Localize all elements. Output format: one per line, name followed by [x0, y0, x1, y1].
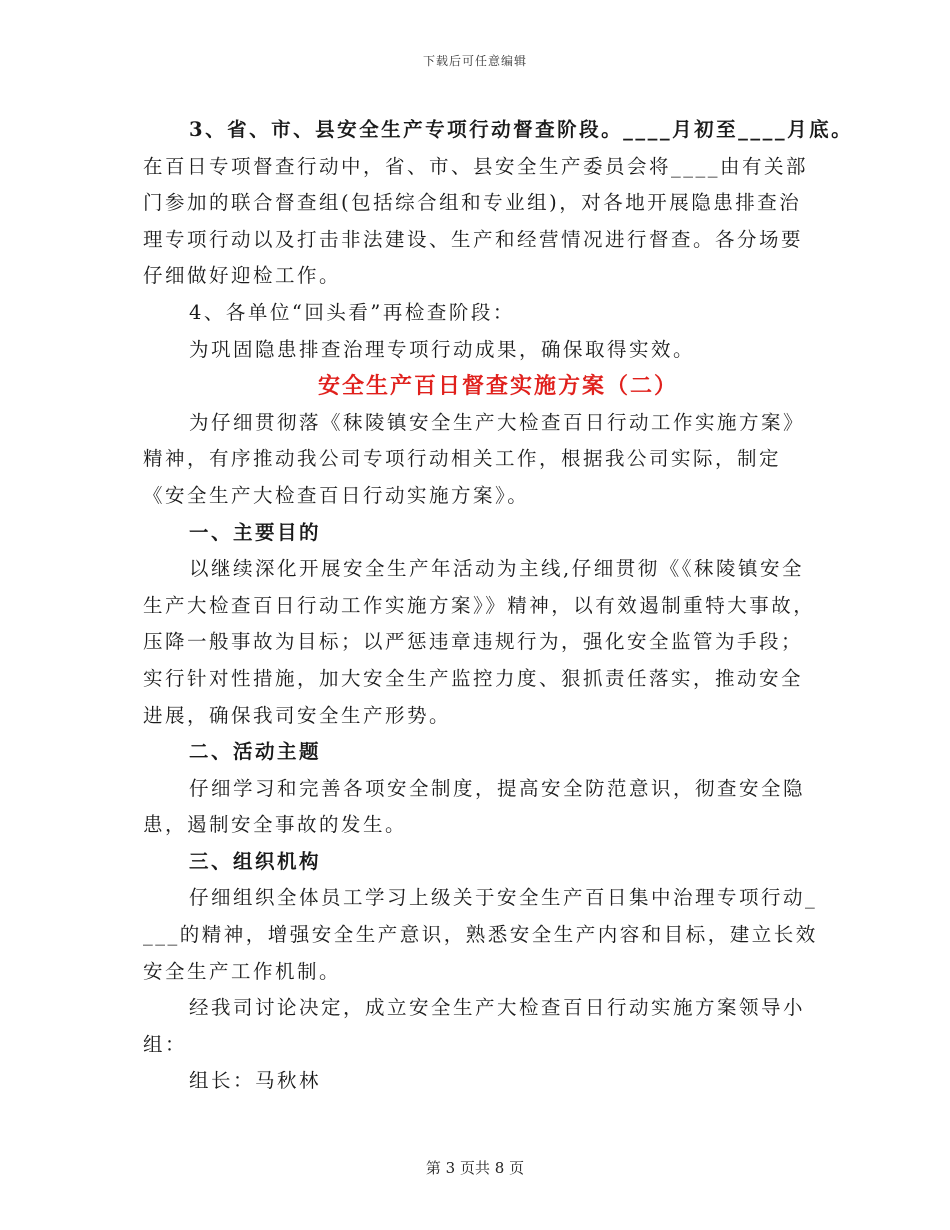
paragraph-line: 经我司讨论决定，成立安全生产大检查百日行动实施方案领导小: [189, 996, 806, 1020]
paragraph-line: 在百日专项督查行动中，省、市、县安全生产委员会将____由有关部: [143, 154, 809, 178]
page-footer: 第 3 页共 8 页: [425, 1159, 525, 1177]
paragraph-line: 为巩固隐患排查治理专项行动成果，确保取得实效。: [189, 337, 696, 361]
paragraph-line: 理专项行动以及打击非法建设、生产和经营情况进行督查。各分场要: [143, 227, 804, 251]
paragraph-line: 仔细学习和完善各项安全制度，提高安全防范意识，彻查安全隐: [189, 776, 806, 800]
paragraph-line: 实行针对性措施，加大安全生产监控力度、狠抓责任落实，推动安全: [143, 666, 804, 690]
paragraph-line: 安全生产工作机制。: [143, 959, 342, 983]
header-note: 下载后可任意编辑: [422, 54, 527, 68]
section-heading: 二、活动主题: [189, 740, 322, 764]
section-heading: 三、组织机构: [189, 849, 322, 873]
paragraph-line: 生产大检查百日行动工作实施方案》》精神，以有效遏制重特大事故，: [143, 593, 816, 617]
paragraph-line: 仔细组织全体员工学习上级关于安全生产百日集中治理专项行动_: [189, 886, 818, 910]
paragraph-line: 患，遏制安全事故的发生。: [143, 813, 408, 837]
paragraph-line: 精神，有序推动我公司专项行动相关工作，根据我公司实际，制定: [143, 447, 782, 471]
paragraph-line: 仔细做好迎检工作。: [143, 264, 342, 288]
paragraph-line: 为仔细贯彻落《秣陵镇安全生产大检查百日行动工作实施方案》: [189, 410, 806, 434]
paragraph-line: 4、各单位“回头看”再检查阶段：: [189, 300, 515, 324]
paragraph-line: 3、省、市、县安全生产专项行动督查阶段。____月初至____月底。: [189, 118, 854, 141]
paragraph-line: 压降一般事故为目标；以严惩违章违规行为，强化安全监管为手段；: [143, 630, 804, 654]
paragraph-line: 以继续深化开展安全生产年活动为主线,仔细贯彻《《秣陵镇安全: [189, 557, 804, 581]
section-title: 安全生产百日督查实施方案（二）: [317, 373, 678, 400]
paragraph-line: 组长：马秋林: [189, 1069, 322, 1093]
paragraph-line: 门参加的联合督查组(包括综合组和专业组)，对各地开展隐患排查治: [143, 191, 802, 215]
paragraph-line: 组：: [143, 1032, 188, 1056]
document-body: [143, 112, 854, 1100]
section-heading: 一、主要目的: [189, 520, 322, 544]
paragraph-line: ___的精神，增强安全生产意识，熟悉安全生产内容和目标，建立长效: [143, 923, 818, 947]
paragraph-line: 进展，确保我司安全生产形势。: [143, 703, 452, 727]
paragraph-line: 《安全生产大检查百日行动实施方案》。: [143, 483, 530, 507]
